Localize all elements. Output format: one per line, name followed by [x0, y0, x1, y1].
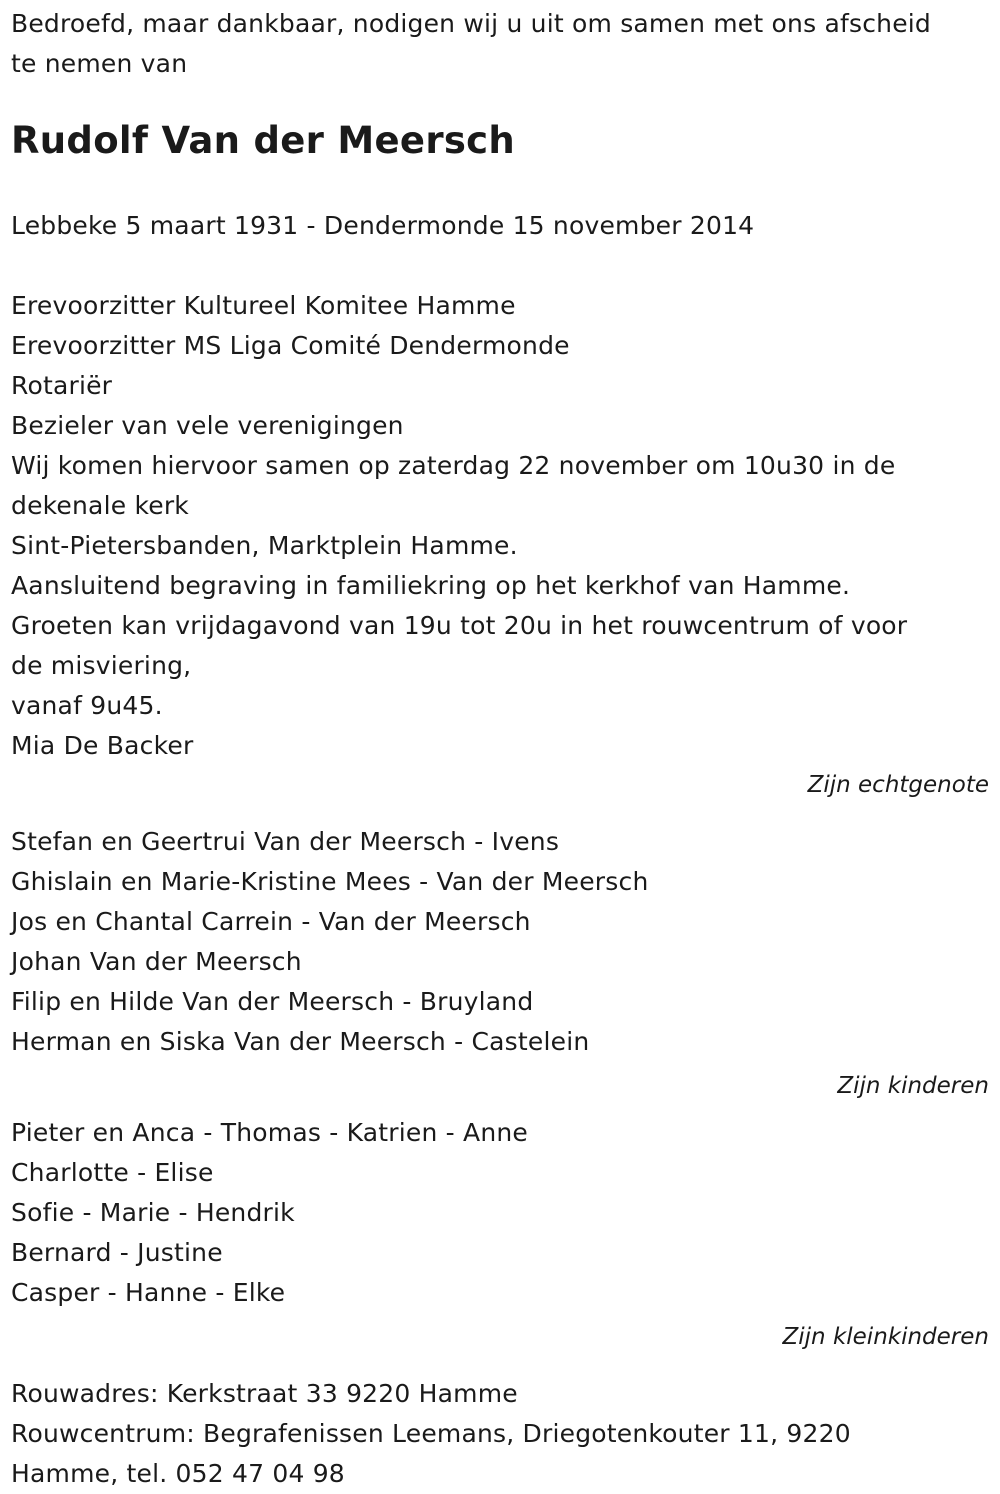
address-line: Rouwadres: Kerkstraat 33 9220 Hamme [11, 1379, 518, 1408]
grandchild-name: Bernard - Justine [11, 1238, 223, 1267]
intro-text [11, 0, 991, 84]
details-block [11, 286, 991, 726]
child-name: Herman en Siska Van der Meersch - Castelein [11, 1027, 590, 1056]
detail-line: de misviering, [11, 651, 192, 680]
detail-line: Rotariër [11, 371, 113, 400]
detail-line: Erevoorzitter Kultureel Komitee Hamme [11, 291, 516, 320]
grandchild-name: Casper - Hanne - Elke [11, 1278, 286, 1307]
spouse-name: Mia De Backer [11, 731, 194, 760]
obituary-notice [11, 0, 991, 1494]
deceased-name: Rudolf Van der Meersch [11, 119, 516, 162]
grandchild-name: Sofie - Marie - Hendrik [11, 1198, 295, 1227]
detail-line: dekenale kerk [11, 491, 189, 520]
spouse-role-label: Zijn echtgenote [807, 772, 989, 798]
address-section [11, 1374, 991, 1494]
intro-line: Bedroefd, maar dankbaar, nodigen wij u uit om samen met ons afscheid [11, 9, 931, 38]
detail-line: vanaf 9u45. [11, 691, 163, 720]
child-name: Stefan en Geertrui Van der Meersch - Ivens [11, 827, 560, 856]
child-name: Ghislain en Marie-Kristine Mees - Van der Meersch [11, 867, 649, 896]
detail-line: Bezieler van vele verenigingen [11, 411, 404, 440]
detail-line: Aansluitend begraving in familiekring op het kerkhof van Hamme. [11, 571, 851, 600]
child-name: Johan Van der Meersch [11, 947, 302, 976]
grandchildren-role-label: Zijn kleinkinderen [782, 1324, 989, 1350]
children-role-label: Zijn kinderen [837, 1073, 989, 1099]
detail-line: Sint-Pietersbanden, Marktplein Hamme. [11, 531, 518, 560]
address-line: Rouwcentrum: Begrafenissen Leemans, Driegotenkouter 11, 9220 [11, 1419, 851, 1448]
birth-death-dates: Lebbeke 5 maart 1931 - Dendermonde 15 november 2014 [11, 211, 755, 240]
grandchild-name: Pieter en Anca - Thomas - Katrien - Anne [11, 1118, 528, 1147]
detail-line: Wij komen hiervoor samen op zaterdag 22 november om 10u30 in de [11, 451, 896, 480]
intro-line: te nemen van [11, 49, 188, 78]
children-section [11, 822, 991, 1099]
child-name: Jos en Chantal Carrein - Van der Meersch [11, 907, 531, 936]
grandchildren-section [11, 1113, 991, 1350]
detail-line: Groeten kan vrijdagavond van 19u tot 20u in het rouwcentrum of voor [11, 611, 908, 640]
detail-line: Erevoorzitter MS Liga Comité Dendermonde [11, 331, 570, 360]
grandchild-name: Charlotte - Elise [11, 1158, 214, 1187]
child-name: Filip en Hilde Van der Meersch - Bruyland [11, 987, 534, 1016]
spouse-section [11, 726, 991, 798]
address-line: Hamme, tel. 052 47 04 98 [11, 1459, 345, 1488]
